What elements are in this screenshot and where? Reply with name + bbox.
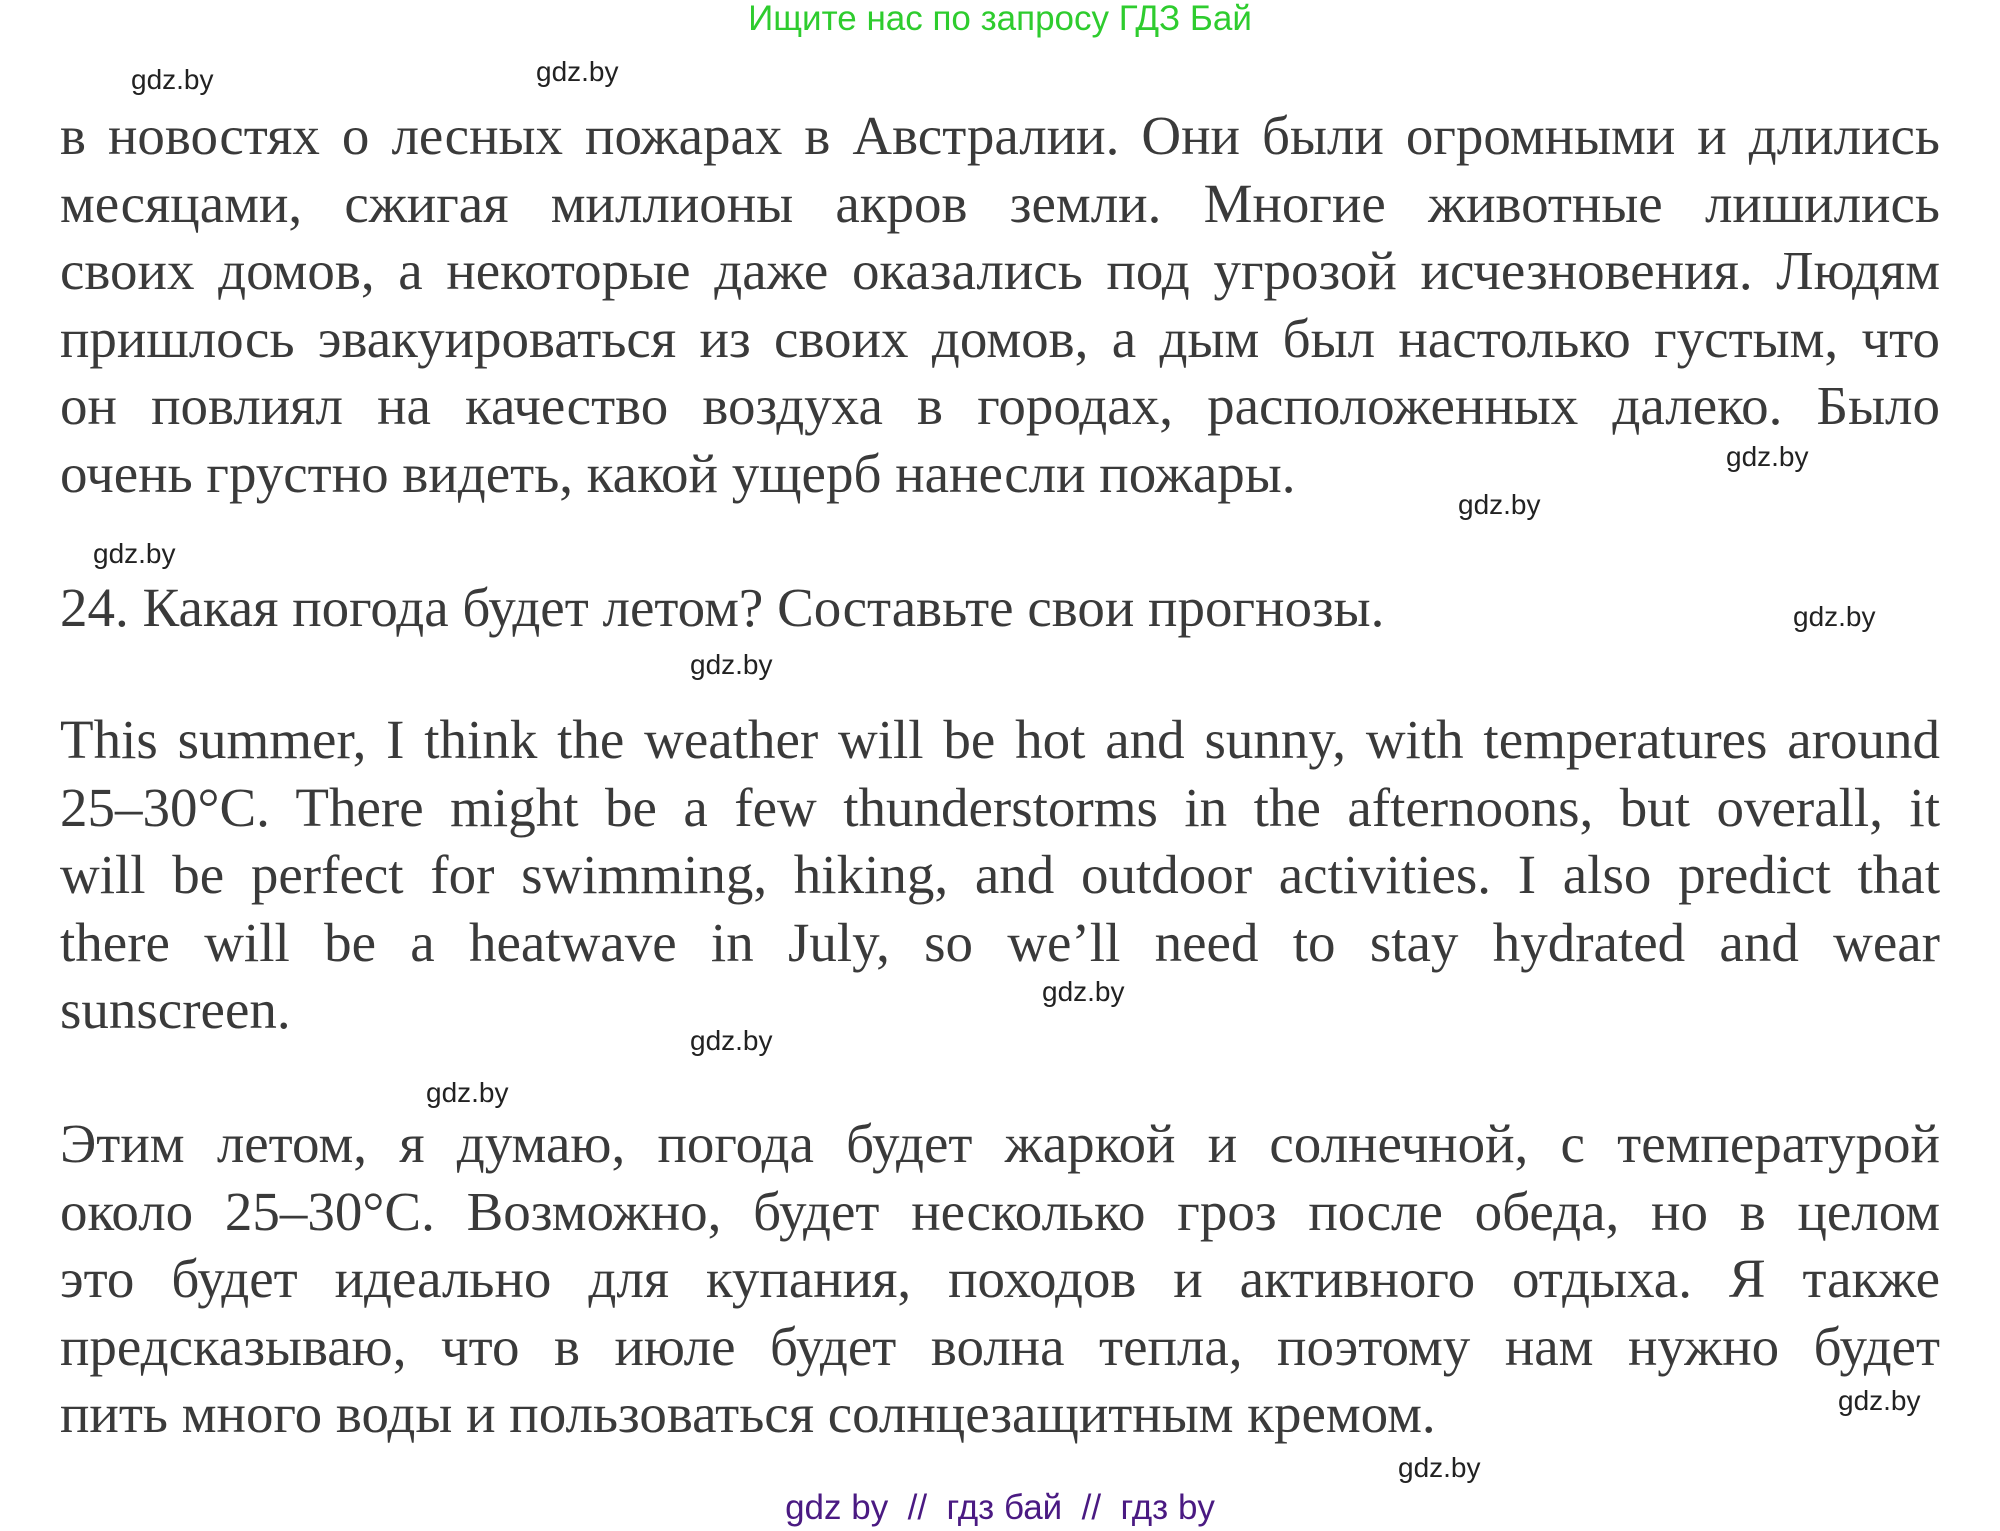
watermark: gdz.by bbox=[536, 56, 619, 87]
text-line: своих домов, а некоторые даже оказались под угрозой исчезновения. Людям bbox=[60, 240, 1940, 302]
answer-english bbox=[60, 706, 1940, 1044]
watermark: gdz.by bbox=[1793, 601, 1876, 632]
text-line: это будет идеально для купания, походов и активного отдыха. Я также bbox=[60, 1248, 1940, 1310]
footer-links: gdz by // гдз бай // гдз by bbox=[785, 1488, 1215, 1527]
paragraph-fires bbox=[60, 102, 1940, 508]
answer-russian bbox=[60, 1110, 1940, 1448]
watermark: gdz.by bbox=[690, 1025, 773, 1056]
text-line: пить много воды и пользоваться солнцезащитным кремом. bbox=[60, 1383, 1436, 1445]
text-line: will be perfect for swimming, hiking, and outdoor activities. I also predict that bbox=[60, 844, 1940, 906]
watermark: gdz.by bbox=[131, 64, 214, 95]
watermark: gdz.by bbox=[1726, 441, 1809, 472]
text-line: 25–30°C. There might be a few thunderstorms in the afternoons, but overall, it bbox=[60, 776, 1940, 838]
text-line: there will be a heatwave in July, so we’ll need to stay hydrated and wear bbox=[60, 911, 1940, 973]
text-line: This summer, I think the weather will be hot and sunny, with temperatures around bbox=[60, 709, 1940, 770]
text-line: пришлось эвакуироваться из своих домов, а дым был настолько густым, что bbox=[60, 307, 1940, 369]
watermark: gdz.by bbox=[93, 538, 176, 569]
text-line: очень грустно видеть, какой ущерб нанесли пожары. bbox=[60, 442, 1296, 504]
text-line: Этим летом, я думаю, погода будет жаркой и солнечной, с температурой bbox=[60, 1113, 1940, 1174]
watermark: gdz.by bbox=[1458, 489, 1541, 520]
text-line: месяцами, сжигая миллионы акров земли. Многие животные лишились bbox=[60, 172, 1940, 234]
text-line: sunscreen. bbox=[60, 979, 291, 1041]
watermark: gdz.by bbox=[690, 649, 773, 680]
search-hint-header: Ищите нас по запросу ГДЗ Бай bbox=[748, 0, 1252, 38]
watermark: gdz.by bbox=[426, 1077, 509, 1108]
text-line: около 25–30°C. Возможно, будет несколько гроз после обеда, но в целом bbox=[60, 1180, 1940, 1242]
task-heading-text: 24. Какая погода будет летом? Составьте свои прогнозы. bbox=[60, 577, 1385, 638]
watermark: gdz.by bbox=[1042, 976, 1125, 1007]
watermark: gdz.by bbox=[1398, 1452, 1481, 1483]
text-line: в новостях о лесных пожарах в Австралии. Они были огромными и длились bbox=[60, 105, 1940, 166]
watermark: gdz.by bbox=[1838, 1385, 1921, 1416]
text-line: он повлиял на качество воздуха в городах, расположенных далеко. Было bbox=[60, 375, 1940, 437]
text-line: предсказываю, что в июле будет волна тепла, поэтому нам нужно будет bbox=[60, 1315, 1940, 1377]
task-heading bbox=[60, 574, 1940, 642]
